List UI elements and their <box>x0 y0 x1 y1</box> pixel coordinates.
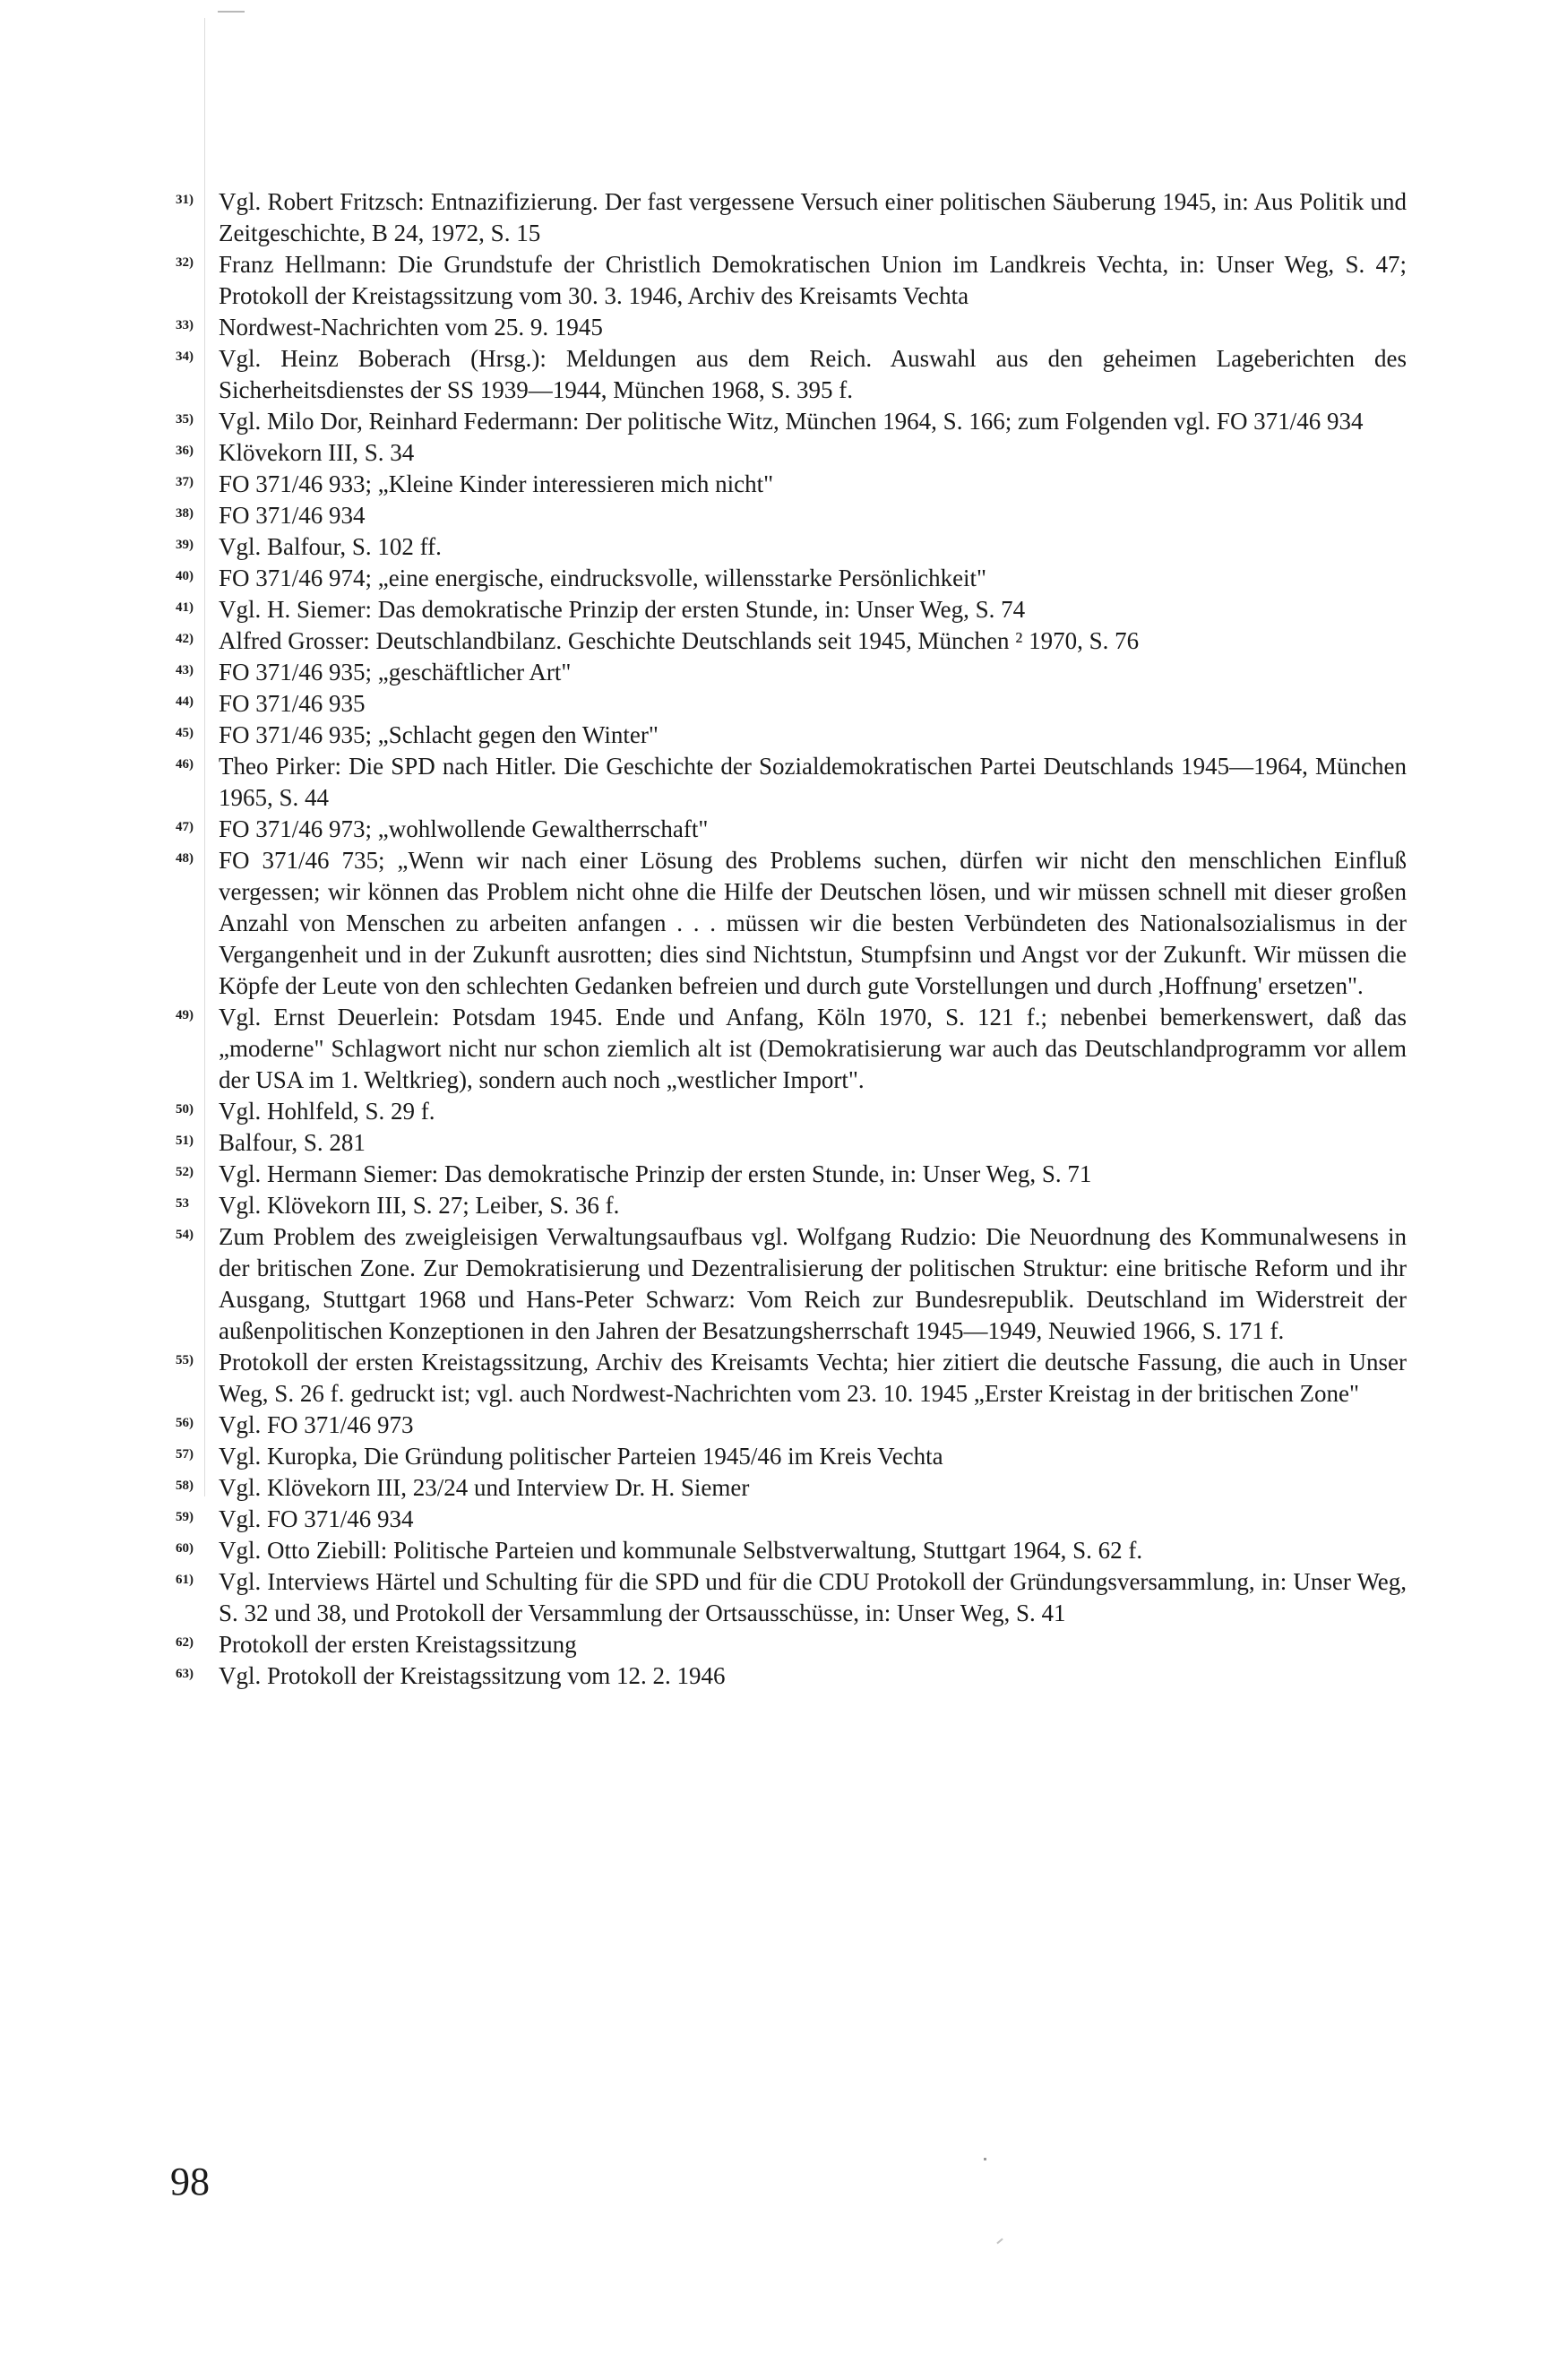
footnote-text: Franz Hellmann: Die Grundstufe der Christlich Demokratischen Union im Landkreis Vechta, in: Unser Weg, S. 47; Protokoll der Kreistagssitzung vom 30. 3. 1946, Archiv des Kreisamts Vechta <box>219 251 1407 309</box>
footnote <box>176 1660 1407 1692</box>
footnote-number: 59) <box>176 1510 194 1524</box>
footnote <box>176 249 1407 312</box>
footnote <box>176 845 1407 1002</box>
footnote <box>176 688 1407 720</box>
footnote-text: Klövekorn III, S. 34 <box>219 439 415 466</box>
footnote-text: FO 371/46 935 <box>219 690 366 717</box>
footnote <box>176 1472 1407 1504</box>
footnote-text: Vgl. Heinz Boberach (Hrsg.): Meldungen aus dem Reich. Auswahl aus den geheimen Lageberichten des Sicherheitsdienstes der SS 1939—1944, München 1968, S. 395 f. <box>219 345 1407 403</box>
footnote-number: 60) <box>176 1541 194 1556</box>
footnote-text: FO 371/46 934 <box>219 502 366 529</box>
footnote-number: 48) <box>176 851 194 866</box>
footnote-text: Protokoll der ersten Kreistagssitzung <box>219 1631 577 1658</box>
footnote-text: Nordwest-Nachrichten vom 25. 9. 1945 <box>219 314 603 341</box>
footnote-number: 61) <box>176 1573 194 1587</box>
footnote-text: FO 371/46 935; „geschäftlicher Art" <box>219 659 572 686</box>
footnote <box>176 720 1407 751</box>
footnote <box>176 1629 1407 1660</box>
footnote-number: 56) <box>176 1416 194 1430</box>
footnote <box>176 343 1407 406</box>
footnote-number: 62) <box>176 1635 194 1650</box>
page-number: 98 <box>170 2160 210 2203</box>
footnote-number: 35) <box>176 412 194 427</box>
footnote-text: FO 371/46 974; „eine energische, eindrucksvolle, willensstarke Persönlichkeit" <box>219 565 987 591</box>
footnote-text: Vgl. Hohlfeld, S. 29 f. <box>219 1098 435 1125</box>
footnote-number: 46) <box>176 757 194 772</box>
footnote-number: 37) <box>176 475 194 489</box>
footnote-number: 49) <box>176 1008 194 1022</box>
footnote-number: 32) <box>176 255 194 270</box>
footnote-text: Zum Problem des zweigleisigen Verwaltungsaufbaus vgl. Wolfgang Rudzio: Die Neuordnung des Kommunalwesens in der britischen Zone. Zur Demokratisierung und Dezentralisierung der politischen Struktur: eine britische Reform und ihr Ausgang, Stuttgart 1968 und Hans-Peter Schwarz: Vom Reich zur Bundesrepublik. Deutschland im Widerstreit der außenpolitischen Konzeptionen in den Jahren der Besatzungsherrschaft 1945—1949, Neuwied 1966, S. 171 f. <box>219 1223 1407 1344</box>
footnote-text: Vgl. Interviews Härtel und Schulting für die SPD und für die CDU Protokoll der Gründungsversammlung, in: Unser Weg, S. 32 und 38, und Protokoll der Versammlung der Ortsausschüsse, in: Unser Weg, S. 41 <box>219 1568 1407 1626</box>
footnote <box>176 1159 1407 1190</box>
footnote <box>176 814 1407 845</box>
footnote-number: 57) <box>176 1447 194 1462</box>
footnote-number: 43) <box>176 663 194 677</box>
footnote-number: 50) <box>176 1102 194 1117</box>
footnote-text: Vgl. Klövekorn III, S. 27; Leiber, S. 36 f. <box>219 1192 620 1219</box>
footnote <box>176 751 1407 814</box>
footnote <box>176 437 1407 469</box>
footnote-text: Vgl. Milo Dor, Reinhard Federmann: Der politische Witz, München 1964, S. 166; zum Folgenden vgl. FO 371/46 934 <box>219 408 1364 435</box>
footnote <box>176 1441 1407 1472</box>
footnote-number: 40) <box>176 569 194 583</box>
footnote-number: 45) <box>176 726 194 740</box>
footnote-number: 58) <box>176 1479 194 1493</box>
footnote-text: Vgl. Otto Ziebill: Politische Parteien und kommunale Selbstverwaltung, Stuttgart 1964, S. 62 f. <box>219 1537 1143 1564</box>
footnote-number: 47) <box>176 820 194 834</box>
footnote <box>176 625 1407 657</box>
footnote <box>176 1410 1407 1441</box>
footnote-text: Alfred Grosser: Deutschlandbilanz. Geschichte Deutschlands seit 1945, München ² 1970, S. 76 <box>219 627 1140 654</box>
footnote-text: Vgl. FO 371/46 934 <box>219 1505 414 1532</box>
scan-speck <box>984 2158 986 2160</box>
footnote-text: FO 371/46 935; „Schlacht gegen den Winter" <box>219 721 659 748</box>
footnote-text: Theo Pirker: Die SPD nach Hitler. Die Geschichte der Sozialdemokratischen Partei Deutschlands 1945—1964, München 1965, S. 44 <box>219 753 1407 811</box>
footnote <box>176 1096 1407 1127</box>
scan-mark-top <box>218 11 245 13</box>
footnote <box>176 1535 1407 1566</box>
footnote-text: Vgl. Klövekorn III, 23/24 und Interview Dr. H. Siemer <box>219 1474 750 1501</box>
footnote-text: Vgl. Ernst Deuerlein: Potsdam 1945. Ende und Anfang, Köln 1970, S. 121 f.; nebenbei bemerkenswert, daß das „moderne" Schlagwort nicht nur schon ziemlich alt ist (Demokratisierung war auch das Deutschlandprogramm vor allem der USA im 1. Weltkrieg), sondern auch noch „westlicher Import". <box>219 1004 1407 1093</box>
footnote-text: Balfour, S. 281 <box>219 1129 366 1156</box>
footnote-number: 33) <box>176 318 194 332</box>
footnote-text: Vgl. Hermann Siemer: Das demokratische Prinzip der ersten Stunde, in: Unser Weg, S. 71 <box>219 1160 1092 1187</box>
footnote-number: 41) <box>176 600 194 615</box>
footnote-number: 44) <box>176 694 194 709</box>
footnote-text: Vgl. Protokoll der Kreistagssitzung vom 12. 2. 1946 <box>219 1662 726 1689</box>
footnote <box>176 469 1407 500</box>
footnote-text: FO 371/46 933; „Kleine Kinder interessieren mich nicht" <box>219 470 774 497</box>
footnote <box>176 1127 1407 1159</box>
footnote-text: Vgl. H. Siemer: Das demokratische Prinzip der ersten Stunde, in: Unser Weg, S. 74 <box>219 596 1026 623</box>
footnote-number: 38) <box>176 506 194 521</box>
footnote <box>176 1566 1407 1629</box>
footnote-number: 52) <box>176 1165 194 1179</box>
footnote-number: 53 <box>176 1196 189 1211</box>
footnote <box>176 500 1407 531</box>
footnote-number: 63) <box>176 1667 194 1681</box>
footnote-number: 39) <box>176 538 194 552</box>
footnote <box>176 531 1407 563</box>
footnote-number: 31) <box>176 193 194 207</box>
footnote-number: 34) <box>176 349 194 364</box>
footnote <box>176 1347 1407 1410</box>
footnote <box>176 657 1407 688</box>
footnote <box>176 594 1407 625</box>
footnote <box>176 563 1407 594</box>
footnote-text: Vgl. Kuropka, Die Gründung politischer Parteien 1945/46 im Kreis Vechta <box>219 1443 943 1470</box>
footnote <box>176 1221 1407 1347</box>
footnote-number: 55) <box>176 1353 194 1367</box>
footnote-text: Vgl. FO 371/46 973 <box>219 1411 414 1438</box>
footnote <box>176 406 1407 437</box>
footnotes-list <box>176 186 1407 1692</box>
footnote-number: 54) <box>176 1228 194 1242</box>
footnote-text: Vgl. Balfour, S. 102 ff. <box>219 533 442 560</box>
footnote <box>176 1002 1407 1096</box>
footnote <box>176 1190 1407 1221</box>
footnote <box>176 312 1407 343</box>
footnote <box>176 1504 1407 1535</box>
footnote <box>176 186 1407 249</box>
footnote-number: 42) <box>176 632 194 646</box>
footnote-text: FO 371/46 973; „wohlwollende Gewaltherrschaft" <box>219 815 709 842</box>
scan-speck <box>996 2238 1003 2245</box>
footnote-text: Protokoll der ersten Kreistagssitzung, Archiv des Kreisamts Vechta; hier zitiert die deutsche Fassung, die auch in Unser Weg, S. 26 f. gedruckt ist; vgl. auch Nordwest-Nachrichten vom 23. 10. 1945 „Erster Kreistag in der britischen Zone" <box>219 1349 1407 1407</box>
footnote-text: FO 371/46 735; „Wenn wir nach einer Lösung des Problems suchen, dürfen wir nicht den menschlichen Einfluß vergessen; wir können das Problem nicht ohne die Hilfe der Deutschen lösen, und wir müssen schnell mit dieser großen Anzahl von Menschen zu arbeiten anfangen . . . müssen wir die besten Verbündeten des Nationalsozialismus in der Vergangenheit und in der Zukunft ausrotten; dies sind Nichtstun, Stumpfsinn und Angst vor der Zukunft. Wir müssen die Köpfe der Leute von den schlechten Gedanken befreien und durch gute Vorstellungen und durch ,Hoffnung' ersetzen". <box>219 847 1407 999</box>
footnote-number: 36) <box>176 444 194 458</box>
footnote-number: 51) <box>176 1134 194 1148</box>
footnote-text: Vgl. Robert Fritzsch: Entnazifizierung. Der fast vergessene Versuch einer politischen Säuberung 1945, in: Aus Politik und Zeitgeschichte, B 24, 1972, S. 15 <box>219 188 1407 246</box>
